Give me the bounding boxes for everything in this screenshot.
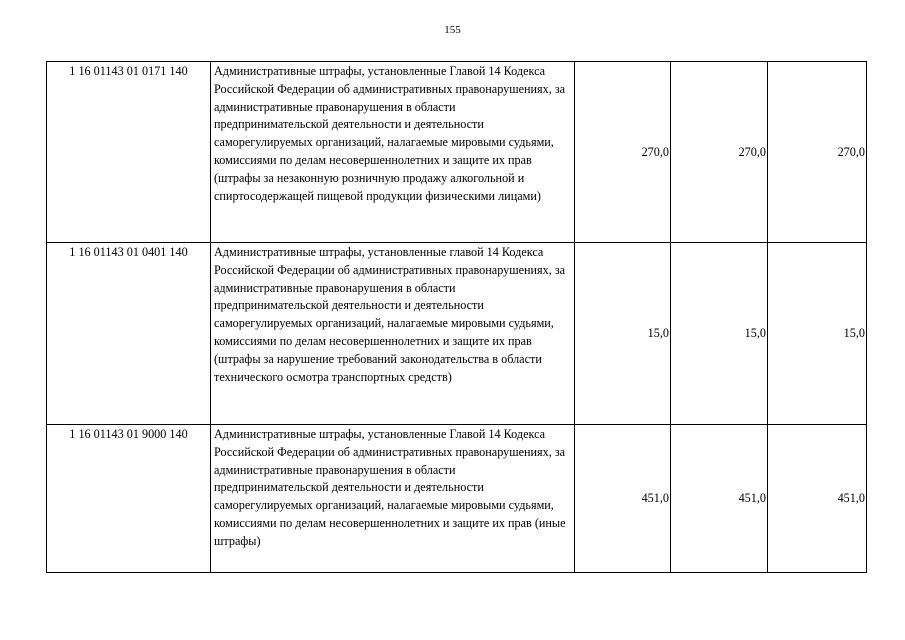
- amount-cell-year-2: 270,0: [671, 62, 768, 243]
- amount-cell-year-1: 15,0: [575, 243, 671, 425]
- budget-table: [46, 61, 867, 573]
- amount-cell-year-3: 15,0: [768, 243, 867, 425]
- description-cell: Административные штрафы, установленные Главой 14 Кодекса Российской Федерации об административных правонарушениях, за административные правонарушения в области предпринимательской деятельности и деятельности саморегулируемых организаций, налагаемые мировыми судьями, комиссиями по делам несовершеннолетних и защите их прав (иные штрафы): [211, 425, 575, 573]
- description-cell: Административные штрафы, установленные главой 14 Кодекса Российской Федерации об административных правонарушениях, за административные правонарушения в области предпринимательской деятельности и деятельности саморегулируемых организаций, налагаемые мировыми судьями, комиссиями по делам несовершеннолетних и защите их прав (штрафы за нарушение требований законодательства в области технического осмотра транспортных средств): [211, 243, 575, 425]
- table-row: [47, 243, 867, 425]
- amount-cell-year-1: 451,0: [575, 425, 671, 573]
- amount-cell-year-2: 451,0: [671, 425, 768, 573]
- amount-cell-year-2: 15,0: [671, 243, 768, 425]
- budget-code-cell: 1 16 01143 01 0171 140: [47, 62, 211, 243]
- amount-cell-year-3: 451,0: [768, 425, 867, 573]
- amount-cell-year-3: 270,0: [768, 62, 867, 243]
- table-row: [47, 62, 867, 243]
- budget-code-cell: 1 16 01143 01 0401 140: [47, 243, 211, 425]
- table-row: [47, 425, 867, 573]
- amount-cell-year-1: 270,0: [575, 62, 671, 243]
- page-number: 155: [444, 24, 461, 36]
- description-cell: Административные штрафы, установленные Главой 14 Кодекса Российской Федерации об административных правонарушениях, за административные правонарушения в области предпринимательской деятельности и деятельности саморегулируемых организаций, налагаемые мировыми судьями, комиссиями по делам несовершеннолетних и защите их прав (штрафы за незаконную розничную продажу алкогольной и спиртосодержащей пищевой продукции физическими лицами): [211, 62, 575, 243]
- budget-code-cell: 1 16 01143 01 9000 140: [47, 425, 211, 573]
